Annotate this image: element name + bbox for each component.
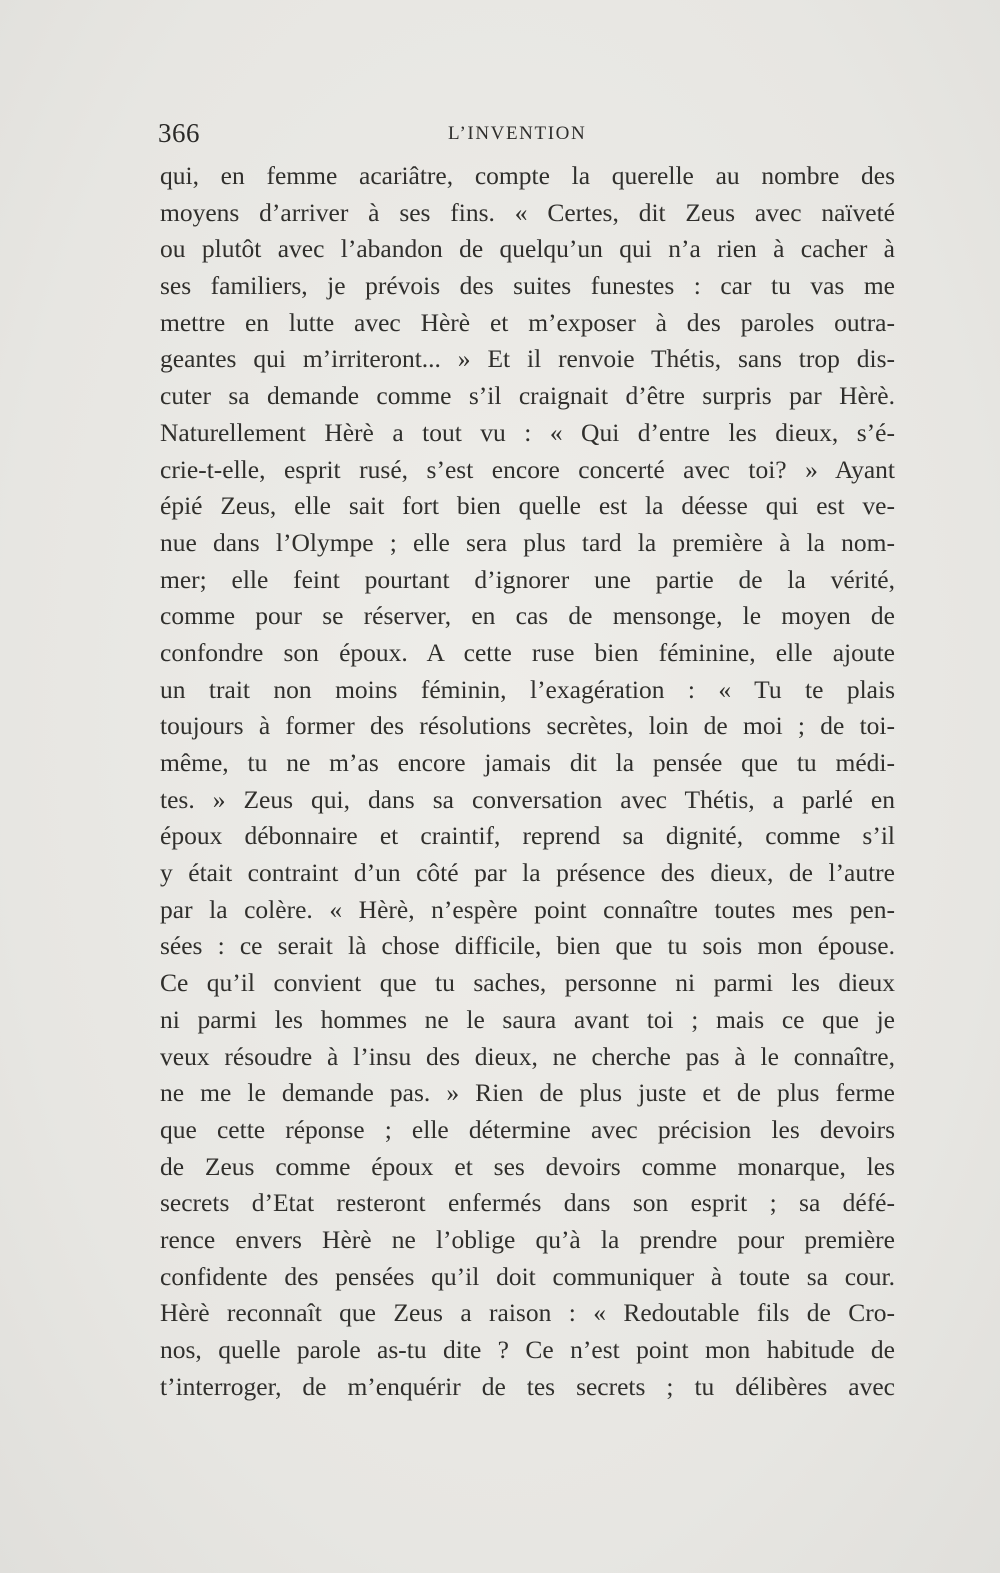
- page-number: 366: [158, 118, 200, 148]
- text-line: même, tu ne m’as encore jamais dit la pensée que tu médi-: [160, 748, 895, 777]
- text-line: secrets d’Etat resteront enfermés dans son esprit ; sa défé-: [160, 1188, 895, 1218]
- text-line: tes. » Zeus qui, dans sa conversation avec Thétis, a parlé en: [160, 784, 895, 814]
- text-line: ou plutôt avec l’abandon de quelqu’un qui n’a rien à cacher à: [160, 234, 895, 264]
- text-line: cuter sa demande comme s’il craignait d’être surpris par Hèrè.: [160, 381, 895, 411]
- text-line: mer; elle feint pourtant d’ignorer une partie de la vérité,: [160, 564, 895, 594]
- text-line: Naturellement Hèrè a tout vu : « Qui d’entre les dieux, s’é-: [160, 417, 895, 447]
- text-line: comme pour se réserver, en cas de mensonge, le moyen de: [160, 601, 895, 631]
- text-line: ne me le demande pas. » Rien de plus juste et de plus ferme: [160, 1078, 895, 1108]
- running-head: [158, 118, 893, 152]
- text-line: moyens d’arriver à ses fins. « Certes, dit Zeus avec naïveté: [160, 197, 895, 227]
- text-line: mettre en lutte avec Hèrè et m’exposer à des paroles outra-: [160, 307, 895, 337]
- text-line: épié Zeus, elle sait fort bien quelle est la déesse qui est ve-: [160, 491, 895, 521]
- text-line: qui, en femme acariâtre, compte la querelle au nombre des: [160, 161, 895, 190]
- running-title: L’INVENTION: [448, 123, 587, 144]
- text-line: ni parmi les hommes ne le saura avant toi ; mais ce que je: [160, 1004, 895, 1034]
- text-line: ses familiers, je prévois des suites funestes : car tu vas me: [160, 271, 895, 301]
- text-line: toujours à former des résolutions secrètes, loin de moi ; de toi-: [160, 711, 895, 741]
- text-line: geantes qui m’irriteront... » Et il renvoie Thétis, sans trop dis-: [160, 344, 895, 374]
- text-line: nue dans l’Olympe ; elle sera plus tard la première à la nom-: [160, 527, 895, 557]
- text-line: que cette réponse ; elle détermine avec précision les devoirs: [160, 1114, 895, 1144]
- text-line: veux résoudre à l’insu des dieux, ne cherche pas à le connaître,: [160, 1041, 895, 1071]
- text-line: Ce qu’il convient que tu saches, personne ni parmi les dieux: [160, 968, 895, 998]
- text-line: rence envers Hèrè ne l’oblige qu’à la prendre pour première: [160, 1224, 895, 1254]
- text-line: un trait non moins féminin, l’exagération : « Tu te plais: [160, 674, 895, 704]
- body-text: [160, 158, 895, 1405]
- text-line: Hèrè reconnaît que Zeus a raison : « Redoutable fils de Cro-: [160, 1298, 895, 1328]
- text-line: sées : ce serait là chose difficile, bien que tu sois mon épouse.: [160, 931, 895, 961]
- text-line: par la colère. « Hèrè, n’espère point connaître toutes mes pen-: [160, 894, 895, 924]
- text-line: crie-t-elle, esprit rusé, s’est encore concerté avec toi? » Ayant: [160, 454, 895, 484]
- text-line: t’interroger, de m’enquérir de tes secrets ; tu délibères avec: [160, 1371, 895, 1401]
- text-line: confondre son époux. A cette ruse bien féminine, elle ajoute: [160, 637, 895, 667]
- text-line: époux débonnaire et craintif, reprend sa dignité, comme s’il: [160, 821, 895, 851]
- text-line: nos, quelle parole as-tu dite ? Ce n’est point mon habitude de: [160, 1335, 895, 1364]
- text-line: y était contraint d’un côté par la présence des dieux, de l’autre: [160, 858, 895, 888]
- text-line: confidente des pensées qu’il doit communiquer à toute sa cour.: [160, 1261, 895, 1291]
- text-line: de Zeus comme époux et ses devoirs comme monarque, les: [160, 1151, 895, 1181]
